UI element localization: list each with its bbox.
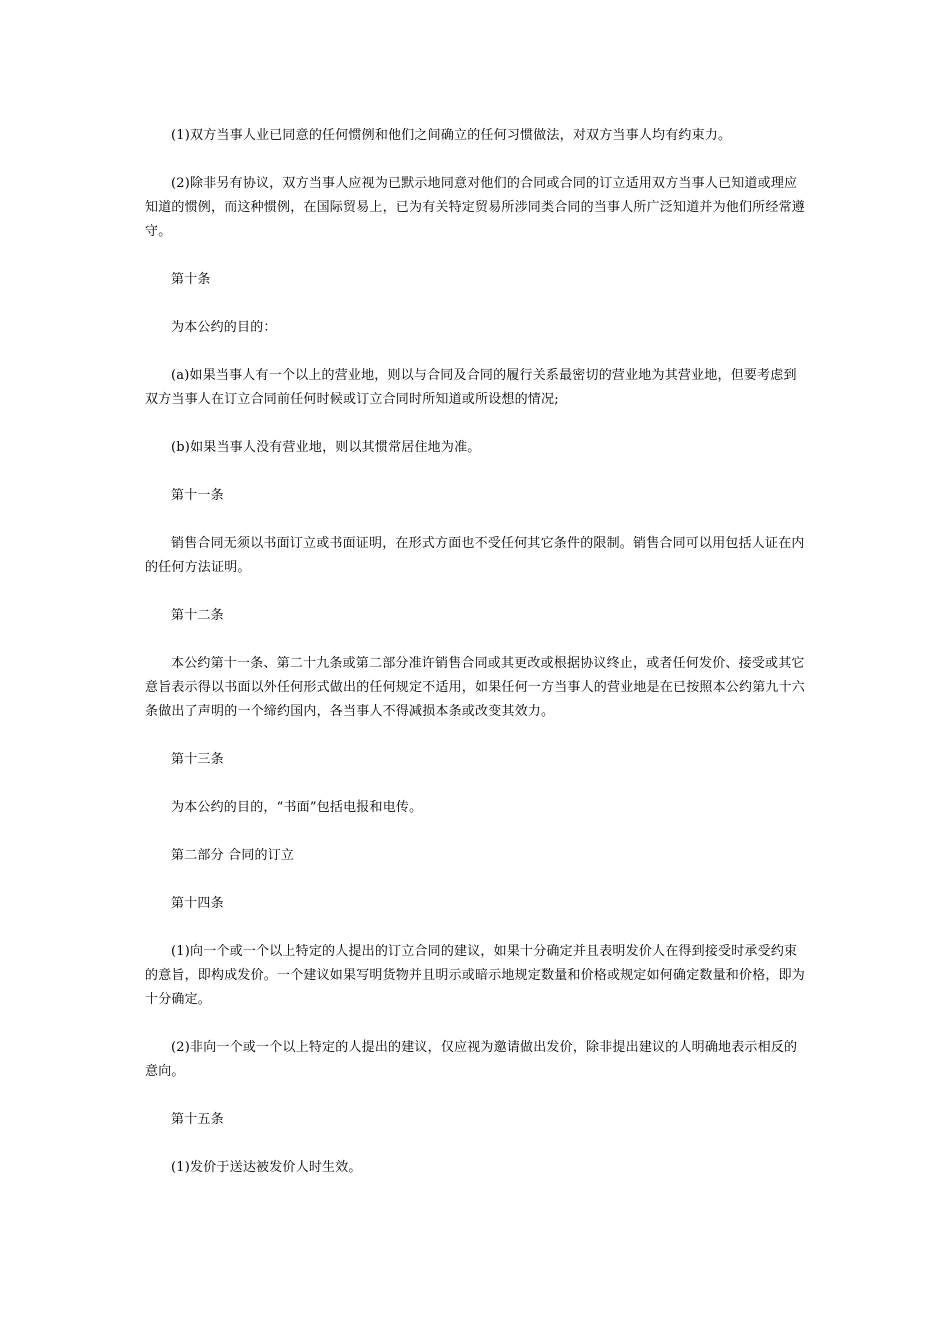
article-heading-12: 第十二条 — [171, 608, 224, 623]
article-heading-13: 第十三条 — [171, 752, 224, 767]
paragraph-5: (b)如果当事人没有营业地，则以其惯常居住地为准。 — [171, 440, 481, 455]
paragraph-8: 为本公约的目的，“书面”包括电报和电传。 — [171, 800, 423, 815]
paragraph-10: (2)非向一个或一个以上特定的人提出的建议，仅应视为邀请做出发价，除非提出建议的人明确地表示相反的意向。 — [145, 1040, 798, 1079]
document-page — [145, 124, 805, 1180]
paragraph-11: (1)发价于送达被发价人时生效。 — [171, 1160, 362, 1175]
paragraph-9: (1)向一个或一个以上特定的人提出的订立合同的建议，如果十分确定并且表明发价人在得到接受时承受约束的意旨，即构成发价。一个建议如果写明货物并且明示或暗示地规定数量和价格或规定如何确定数量和价格，即为十分确定。 — [145, 944, 806, 1007]
paragraph-1: (1)双方当事人业已同意的任何惯例和他们之间确立的任何习惯做法，对双方当事人均有约束力。 — [171, 128, 732, 143]
paragraph-3: 为本公约的目的： — [171, 320, 277, 335]
article-heading-15: 第十五条 — [171, 1112, 224, 1127]
paragraph-6: 销售合同无须以书面订立或书面证明，在形式方面也不受任何其它条件的限制。销售合同可以用包括人证在内的任何方法证明。 — [145, 536, 805, 575]
article-heading-14: 第十四条 — [171, 896, 224, 911]
paragraph-4: (a)如果当事人有一个以上的营业地，则以与合同及合同的履行关系最密切的营业地为其营业地，但要考虑到双方当事人在订立合同前任何时候或订立合同时所知道或所设想的情况; — [145, 368, 797, 407]
article-heading-11: 第十一条 — [171, 488, 224, 503]
part-heading-2: 第二部分 合同的订立 — [171, 848, 295, 863]
paragraph-2: (2)除非另有协议，双方当事人应视为已默示地同意对他们的合同或合同的订立适用双方当事人已知道或理应知道的惯例，而这种惯例，在国际贸易上，已为有关特定贸易所涉同类合同的当事人所广泛知道并为他们所经常遵守。 — [145, 176, 806, 239]
paragraph-7: 本公约第十一条、第二十九条或第二部分准许销售合同或其更改或根据协议终止，或者任何发价、接受或其它意旨表示得以书面以外任何形式做出的任何规定不适用，如果任何一方当事人的营业地是在已按照本公约第九十六条做出了声明的一个缔约国内，各当事人不得减损本条或改变其效力。 — [145, 656, 806, 719]
article-heading-10: 第十条 — [171, 272, 211, 287]
